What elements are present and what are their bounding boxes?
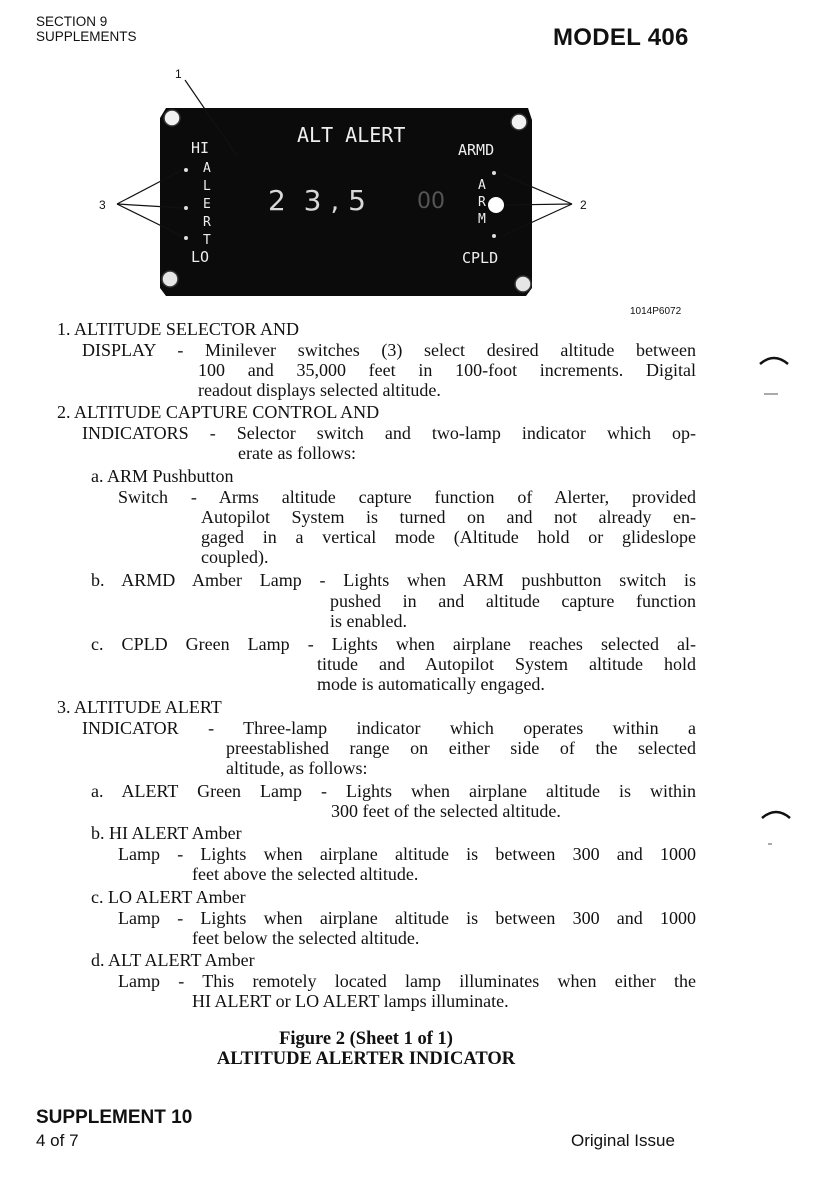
item-3-text: INDICATOR - Three-lamp indicator which operates within a xyxy=(82,718,696,738)
item-1-text: DISPLAY - Minilever switches (3) select desired altitude between xyxy=(82,340,696,360)
callout-2-label: 2 xyxy=(580,198,587,212)
hi-label: HI xyxy=(191,139,210,157)
item-2-text: erate as follows: xyxy=(238,443,356,463)
armd-label: ARMD xyxy=(458,141,495,159)
item-3c-heading: c. LO ALERT Amber xyxy=(91,887,246,907)
item-1-text: 100 and 35,000 feet in 100-foot increments. Digital xyxy=(198,360,696,380)
panel-title-text: ALT ALERT xyxy=(297,123,406,147)
item-2c-text: titude and Autopilot System altitude hold xyxy=(317,654,696,674)
arm-letter: R xyxy=(478,195,486,210)
callout-3-label: 3 xyxy=(99,198,106,212)
item-2b-text: pushed in and altitude capture function xyxy=(330,591,696,611)
item-2c-text: mode is automatically engaged. xyxy=(317,674,545,694)
figure-part-number: 1014P6072 xyxy=(630,306,682,317)
item-3b-text: Lamp - Lights when airplane altitude is between 300 and 1000 xyxy=(118,844,696,864)
cpld-label: CPLD xyxy=(462,249,499,267)
supplement-number: SUPPLEMENT 10 xyxy=(36,1107,193,1128)
item-2a-text: Switch - Arms altitude capture function of Alerter, provided xyxy=(118,487,696,507)
item-3d-heading: d. ALT ALERT Amber xyxy=(91,950,255,970)
item-2-heading: 2. ALTITUDE CAPTURE CONTROL AND xyxy=(57,402,380,422)
lo-label: LO xyxy=(191,248,210,266)
item-3d-text: Lamp - This remotely located lamp illuminates when either the xyxy=(118,971,696,991)
alert-letter: R xyxy=(203,215,211,230)
section-title: SUPPLEMENTS xyxy=(36,29,137,44)
item-3d-text: HI ALERT or LO ALERT lamps illuminate. xyxy=(192,991,509,1011)
altitude-digits-faint: 00 xyxy=(417,189,445,214)
section-number: SECTION 9 xyxy=(36,14,108,29)
item-2b-text: is enabled. xyxy=(330,611,407,631)
item-3-heading: 3. ALTITUDE ALERT xyxy=(57,697,222,717)
item-3b-text: feet above the selected altitude. xyxy=(192,864,419,884)
item-2a-text: gaged in a vertical mode (Altitude hold or glideslope xyxy=(201,527,696,547)
item-2-text: INDICATORS - Selector switch and two-lamp indicator which op- xyxy=(82,423,696,443)
alert-letter: T xyxy=(203,233,211,248)
alert-letter: E xyxy=(203,197,211,212)
issue-status: Original Issue xyxy=(571,1131,675,1150)
altitude-digits: 2 3 , 5 xyxy=(268,184,366,217)
item-3c-text: feet below the selected altitude. xyxy=(192,928,420,948)
figure-caption-title: ALTITUDE ALERTER INDICATOR xyxy=(216,1049,516,1069)
item-2a-heading: a. ARM Pushbutton xyxy=(91,466,234,486)
item-2c-text: c. CPLD Green Lamp - Lights when airplane reaches selected al- xyxy=(91,634,696,654)
figure-caption-number: Figure 2 (Sheet 1 of 1) xyxy=(279,1029,453,1049)
model-title: MODEL 406 xyxy=(553,24,689,51)
item-3-text: preestablished range on either side of the selected xyxy=(226,738,696,758)
change-bar-mark xyxy=(758,806,798,852)
page-number: 4 of 7 xyxy=(36,1131,79,1150)
arm-letter: M xyxy=(478,212,486,227)
item-3a-text: 300 feet of the selected altitude. xyxy=(331,801,561,821)
item-2a-text: Autopilot System is turned on and not already en- xyxy=(201,507,696,527)
callout-1-label: 1 xyxy=(175,67,182,81)
item-2b-text: b. ARMD Amber Lamp - Lights when ARM pushbutton switch is xyxy=(91,570,696,590)
alert-letter: A xyxy=(203,161,211,176)
item-2a-text: coupled). xyxy=(201,547,269,567)
change-bar-mark xyxy=(756,352,796,398)
item-1-text: readout displays selected altitude. xyxy=(198,380,441,400)
item-3a-text: a. ALERT Green Lamp - Lights when airplane altitude is within xyxy=(91,781,696,801)
arm-letter: A xyxy=(478,178,486,193)
item-3c-text: Lamp - Lights when airplane altitude is between 300 and 1000 xyxy=(118,908,696,928)
item-3b-heading: b. HI ALERT Amber xyxy=(91,823,242,843)
item-3-text: altitude, as follows: xyxy=(226,758,368,778)
item-1-heading: 1. ALTITUDE SELECTOR AND xyxy=(57,319,300,339)
alert-letter: L xyxy=(203,179,211,194)
